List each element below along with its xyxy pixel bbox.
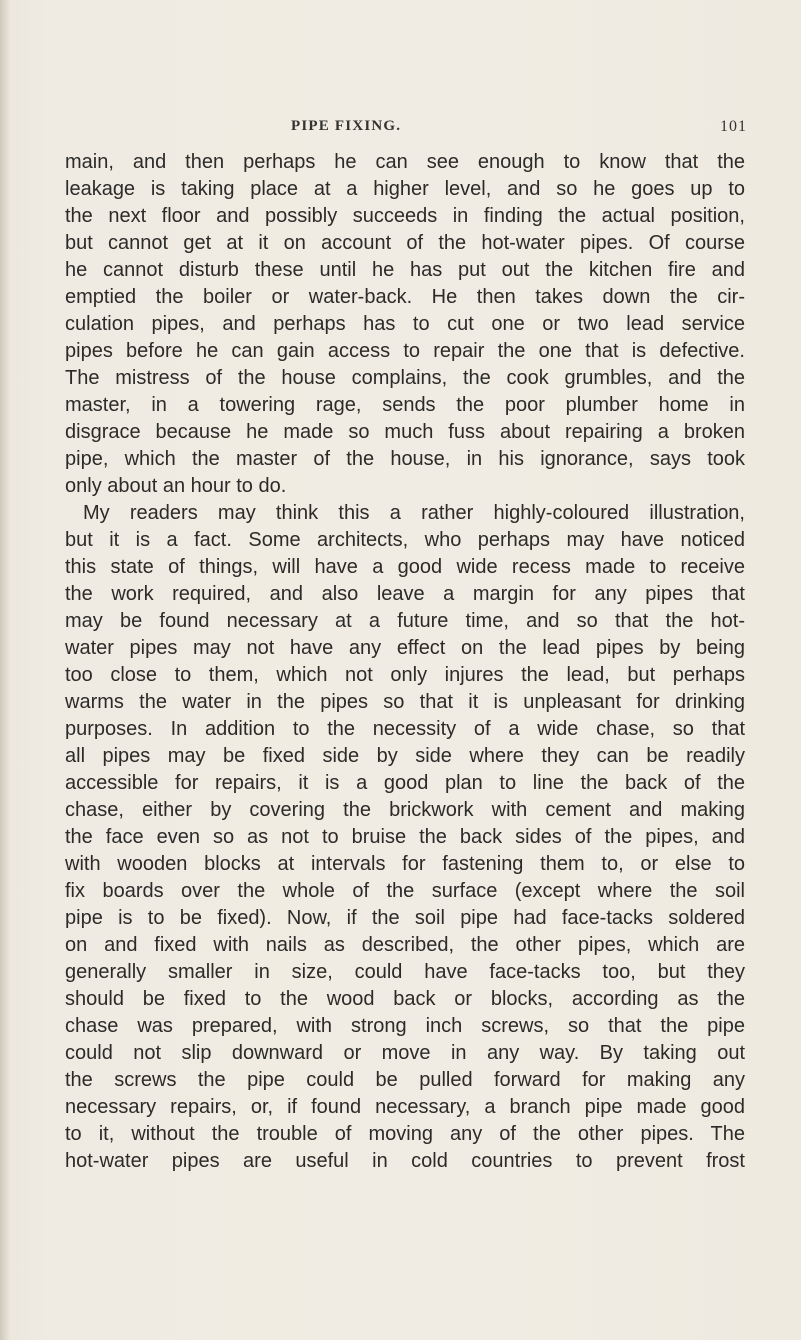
text-line: pipes before he can gain access to repair the one that is defective. (65, 340, 745, 362)
text-line: culation pipes, and perhaps has to cut one or two lead service (65, 313, 745, 335)
text-line: pipe is to be fixed). Now, if the soil pipe had face-tacks soldered (65, 907, 745, 929)
text-line: to it, without the trouble of moving any of the other pipes. The (65, 1123, 745, 1145)
running-head: PIPE FIXING. (291, 118, 402, 134)
text-line: could not slip downward or move in any way. By taking out (65, 1042, 745, 1064)
text-line: the work required, and also leave a margin for any pipes that (65, 583, 745, 605)
text-line: but it is a fact. Some architects, who perhaps may have noticed (65, 529, 745, 551)
text-line: all pipes may be fixed side by side where they can be readily (65, 745, 745, 767)
text-line: chase, either by covering the brickwork with cement and making (65, 799, 745, 821)
text-line: warms the water in the pipes so that it is unpleasant for drinking (65, 691, 745, 713)
text-line: main, and then perhaps he can see enough to know that the (65, 151, 745, 173)
body-text (65, 149, 745, 1175)
page-gutter-shadow (0, 0, 10, 1340)
page-number: 101 (720, 118, 747, 135)
text-line: emptied the boiler or water-back. He then takes down the cir- (65, 286, 745, 308)
text-line: fix boards over the whole of the surface (except where the soil (65, 880, 745, 902)
text-line: the screws the pipe could be pulled forward for making any (65, 1069, 745, 1091)
text-line: he cannot disturb these until he has put out the kitchen fire and (65, 259, 745, 281)
text-line: should be fixed to the wood back or blocks, according as the (65, 988, 745, 1010)
text-line: water pipes may not have any effect on the lead pipes by being (65, 637, 745, 659)
text-line: only about an hour to do. (65, 475, 287, 497)
text-line: hot-water pipes are useful in cold countries to prevent frost (65, 1150, 745, 1172)
text-line: this state of things, will have a good wide recess made to receive (65, 556, 745, 578)
text-line: the next floor and possibly succeeds in finding the actual position, (65, 205, 745, 227)
text-line: The mistress of the house complains, the cook grumbles, and the (65, 367, 745, 389)
text-line: with wooden blocks at intervals for fastening them to, or else to (65, 853, 745, 875)
text-line: but cannot get at it on account of the hot-water pipes. Of course (65, 232, 745, 254)
text-line: chase was prepared, with strong inch screws, so that the pipe (65, 1015, 745, 1037)
text-line: master, in a towering rage, sends the poor plumber home in (65, 394, 745, 416)
text-line: accessible for repairs, it is a good plan to line the back of the (65, 772, 745, 794)
text-line: the face even so as not to bruise the back sides of the pipes, and (65, 826, 745, 848)
text-line: necessary repairs, or, if found necessary, a branch pipe made good (65, 1096, 745, 1118)
text-line: My readers may think this a rather highly-coloured illustration, (83, 502, 745, 524)
text-line: generally smaller in size, could have face-tacks too, but they (65, 961, 745, 983)
text-line: too close to them, which not only injures the lead, but perhaps (65, 664, 745, 686)
text-line: may be found necessary at a future time, and so that the hot- (65, 610, 745, 632)
text-line: purposes. In addition to the necessity of a wide chase, so that (65, 718, 745, 740)
text-line: on and fixed with nails as described, the other pipes, which are (65, 934, 745, 956)
text-line: pipe, which the master of the house, in his ignorance, says took (65, 448, 745, 470)
page-header (0, 118, 801, 140)
text-line: leakage is taking place at a higher level, and so he goes up to (65, 178, 745, 200)
text-line: disgrace because he made so much fuss about repairing a broken (65, 421, 745, 443)
